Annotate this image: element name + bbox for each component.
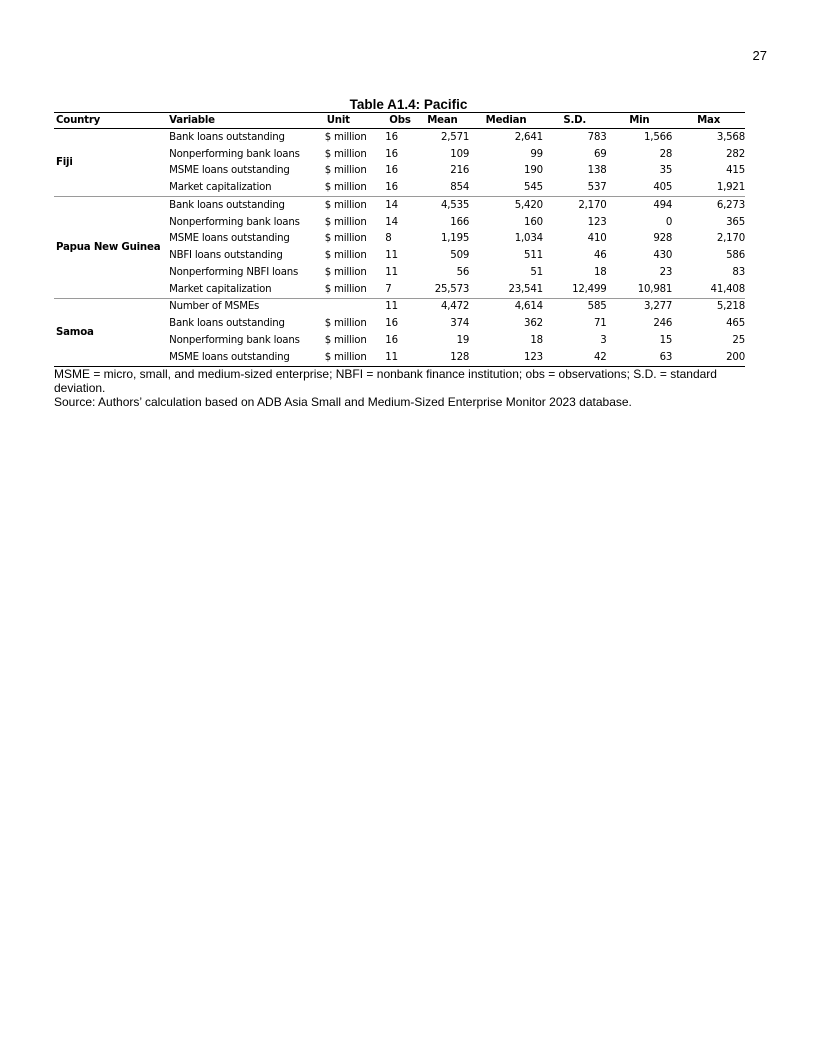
cell-obs: 7 xyxy=(381,281,415,298)
cell-sd: 71 xyxy=(593,318,607,330)
cell-min: 405 xyxy=(607,179,673,196)
cell-country: Fiji xyxy=(54,129,169,197)
cell-median: 362 xyxy=(524,318,543,330)
header-sd: S.D. xyxy=(543,113,607,129)
cell-min: 430 xyxy=(653,250,673,262)
cell-unit: $ million xyxy=(324,148,367,160)
cell-min: 0 xyxy=(665,216,673,228)
cell-country: Samoa xyxy=(54,298,169,366)
cell-sd: 2,170 xyxy=(578,199,607,211)
cell-min: 3,277 xyxy=(644,301,673,313)
cell-variable: Bank loans outstanding xyxy=(169,199,285,211)
cell-mean: 374 xyxy=(450,318,470,330)
cell-sd: 138 xyxy=(587,165,607,177)
cell-sd: 12,499 xyxy=(543,281,607,298)
cell-min: 23 xyxy=(659,266,673,278)
table-body xyxy=(54,129,745,367)
cell-max: 83 xyxy=(732,266,745,278)
cell-median: 160 xyxy=(524,216,543,228)
cell-variable: Nonperforming bank loans xyxy=(169,334,300,346)
cell-obs: 14 xyxy=(385,199,398,211)
cell-median: 545 xyxy=(469,179,543,196)
cell-median: 2,641 xyxy=(514,131,543,143)
header-variable: Variable xyxy=(169,113,325,129)
cell-max: 365 xyxy=(726,216,745,228)
cell-max: 465 xyxy=(726,318,745,330)
cell-min: 63 xyxy=(607,349,673,366)
cell-obs: 16 xyxy=(385,334,398,346)
cell-unit: $ million xyxy=(324,233,367,245)
cell-unit xyxy=(325,298,382,315)
cell-unit: $ million xyxy=(324,131,367,143)
cell-obs: 16 xyxy=(381,179,415,196)
cell-mean: 109 xyxy=(450,148,470,160)
cell-unit: $ million xyxy=(324,318,367,330)
cell-variable: Nonperforming bank loans xyxy=(169,216,300,228)
header-obs: Obs xyxy=(381,113,415,129)
cell-min: 928 xyxy=(653,233,673,245)
cell-min: 35 xyxy=(659,165,673,177)
cell-mean: 4,472 xyxy=(440,301,470,313)
cell-min: 10,981 xyxy=(607,281,673,298)
cell-unit: $ million xyxy=(324,266,367,278)
cell-obs: 16 xyxy=(385,318,398,330)
cell-median: 1,034 xyxy=(514,233,543,245)
cell-variable: Bank loans outstanding xyxy=(169,131,285,143)
cell-sd: 18 xyxy=(593,266,607,278)
cell-min: 246 xyxy=(653,318,673,330)
cell-max: 586 xyxy=(726,250,745,262)
table-header-row xyxy=(54,113,745,129)
cell-mean: 25,573 xyxy=(416,281,470,298)
cell-sd: 46 xyxy=(593,250,607,262)
cell-mean: 854 xyxy=(416,179,470,196)
header-max: Max xyxy=(672,113,745,129)
cell-variable: MSME loans outstanding xyxy=(169,349,325,366)
cell-max: 200 xyxy=(672,349,745,366)
cell-min: 494 xyxy=(653,199,673,211)
cell-mean: 2,571 xyxy=(440,131,470,143)
cell-max: 282 xyxy=(726,148,745,160)
cell-obs: 14 xyxy=(385,216,398,228)
cell-median: 99 xyxy=(530,148,543,160)
cell-obs: 16 xyxy=(385,131,398,143)
cell-median: 51 xyxy=(530,266,543,278)
table-row xyxy=(54,197,745,214)
cell-unit: $ million xyxy=(324,165,367,177)
cell-median: 511 xyxy=(524,250,543,262)
header-median: Median xyxy=(469,113,543,129)
cell-variable: Number of MSMEs xyxy=(169,301,260,313)
cell-median: 190 xyxy=(524,165,543,177)
cell-unit: $ million xyxy=(324,199,367,211)
cell-sd: 585 xyxy=(587,301,607,313)
cell-max: 5,218 xyxy=(716,301,745,313)
cell-median: 4,614 xyxy=(514,301,543,313)
cell-obs: 11 xyxy=(385,250,398,262)
cell-variable: MSME loans outstanding xyxy=(169,233,290,245)
cell-max: 2,170 xyxy=(716,233,745,245)
cell-unit: $ million xyxy=(324,334,367,346)
header-mean: Mean xyxy=(416,113,470,129)
table-row xyxy=(54,298,745,315)
abbreviations-note: MSME = micro, small, and medium-sized enterprise; NBFI = nonbank finance institution; obs = observations; S.D. = standard deviation. xyxy=(54,367,717,395)
header-unit: Unit xyxy=(325,113,382,129)
cell-obs: 16 xyxy=(385,165,398,177)
cell-max: 415 xyxy=(726,165,745,177)
table-title: Table A1.4: Pacific xyxy=(349,97,468,112)
source-note: Source: Authors’ calculation based on ADB Asia Small and Medium-Sized Enterprise Monitor 2023 database. xyxy=(54,395,632,409)
cell-sd: 123 xyxy=(587,216,607,228)
cell-sd: 410 xyxy=(587,233,607,245)
page-number: 27 xyxy=(752,48,767,63)
cell-unit: $ million xyxy=(325,349,382,366)
cell-mean: 56 xyxy=(456,266,470,278)
cell-median: 23,541 xyxy=(469,281,543,298)
header-min: Min xyxy=(607,113,673,129)
cell-variable: NBFI loans outstanding xyxy=(169,250,283,262)
table-row xyxy=(54,129,745,146)
cell-sd: 42 xyxy=(543,349,607,366)
cell-obs: 11 xyxy=(381,349,415,366)
statistics-table xyxy=(54,112,745,367)
cell-obs: 8 xyxy=(385,233,392,245)
cell-mean: 216 xyxy=(450,165,470,177)
cell-median: 5,420 xyxy=(514,199,543,211)
cell-unit: $ million xyxy=(324,216,367,228)
cell-max: 1,921 xyxy=(672,179,745,196)
cell-variable: Nonperforming NBFI loans xyxy=(169,266,299,278)
cell-sd: 537 xyxy=(543,179,607,196)
cell-variable: Market capitalization xyxy=(169,281,325,298)
header-country: Country xyxy=(54,113,169,129)
cell-variable: Bank loans outstanding xyxy=(169,318,285,330)
cell-obs: 11 xyxy=(385,301,398,313)
cell-sd: 783 xyxy=(587,131,607,143)
cell-country: Papua New Guinea xyxy=(54,197,169,299)
cell-sd: 69 xyxy=(593,148,607,160)
cell-unit: $ million xyxy=(325,179,382,196)
cell-max: 25 xyxy=(732,334,745,346)
cell-variable: MSME loans outstanding xyxy=(169,165,290,177)
cell-unit: $ million xyxy=(325,281,382,298)
cell-obs: 16 xyxy=(385,148,398,160)
cell-mean: 19 xyxy=(456,334,470,346)
cell-variable: Nonperforming bank loans xyxy=(169,148,300,160)
cell-obs: 11 xyxy=(385,266,398,278)
cell-median: 123 xyxy=(469,349,543,366)
cell-mean: 1,195 xyxy=(440,233,470,245)
cell-mean: 4,535 xyxy=(440,199,470,211)
cell-median: 18 xyxy=(530,334,543,346)
cell-mean: 166 xyxy=(450,216,470,228)
cell-max: 41,408 xyxy=(672,281,745,298)
table-container xyxy=(54,97,745,367)
cell-min: 15 xyxy=(659,334,673,346)
cell-max: 6,273 xyxy=(716,199,745,211)
table-notes xyxy=(54,367,754,409)
cell-mean: 509 xyxy=(450,250,470,262)
cell-mean: 128 xyxy=(416,349,470,366)
cell-variable: Market capitalization xyxy=(169,179,325,196)
cell-sd: 3 xyxy=(600,334,607,346)
cell-min: 28 xyxy=(659,148,673,160)
cell-max: 3,568 xyxy=(716,131,745,143)
cell-min: 1,566 xyxy=(644,131,673,143)
cell-unit: $ million xyxy=(324,250,367,262)
